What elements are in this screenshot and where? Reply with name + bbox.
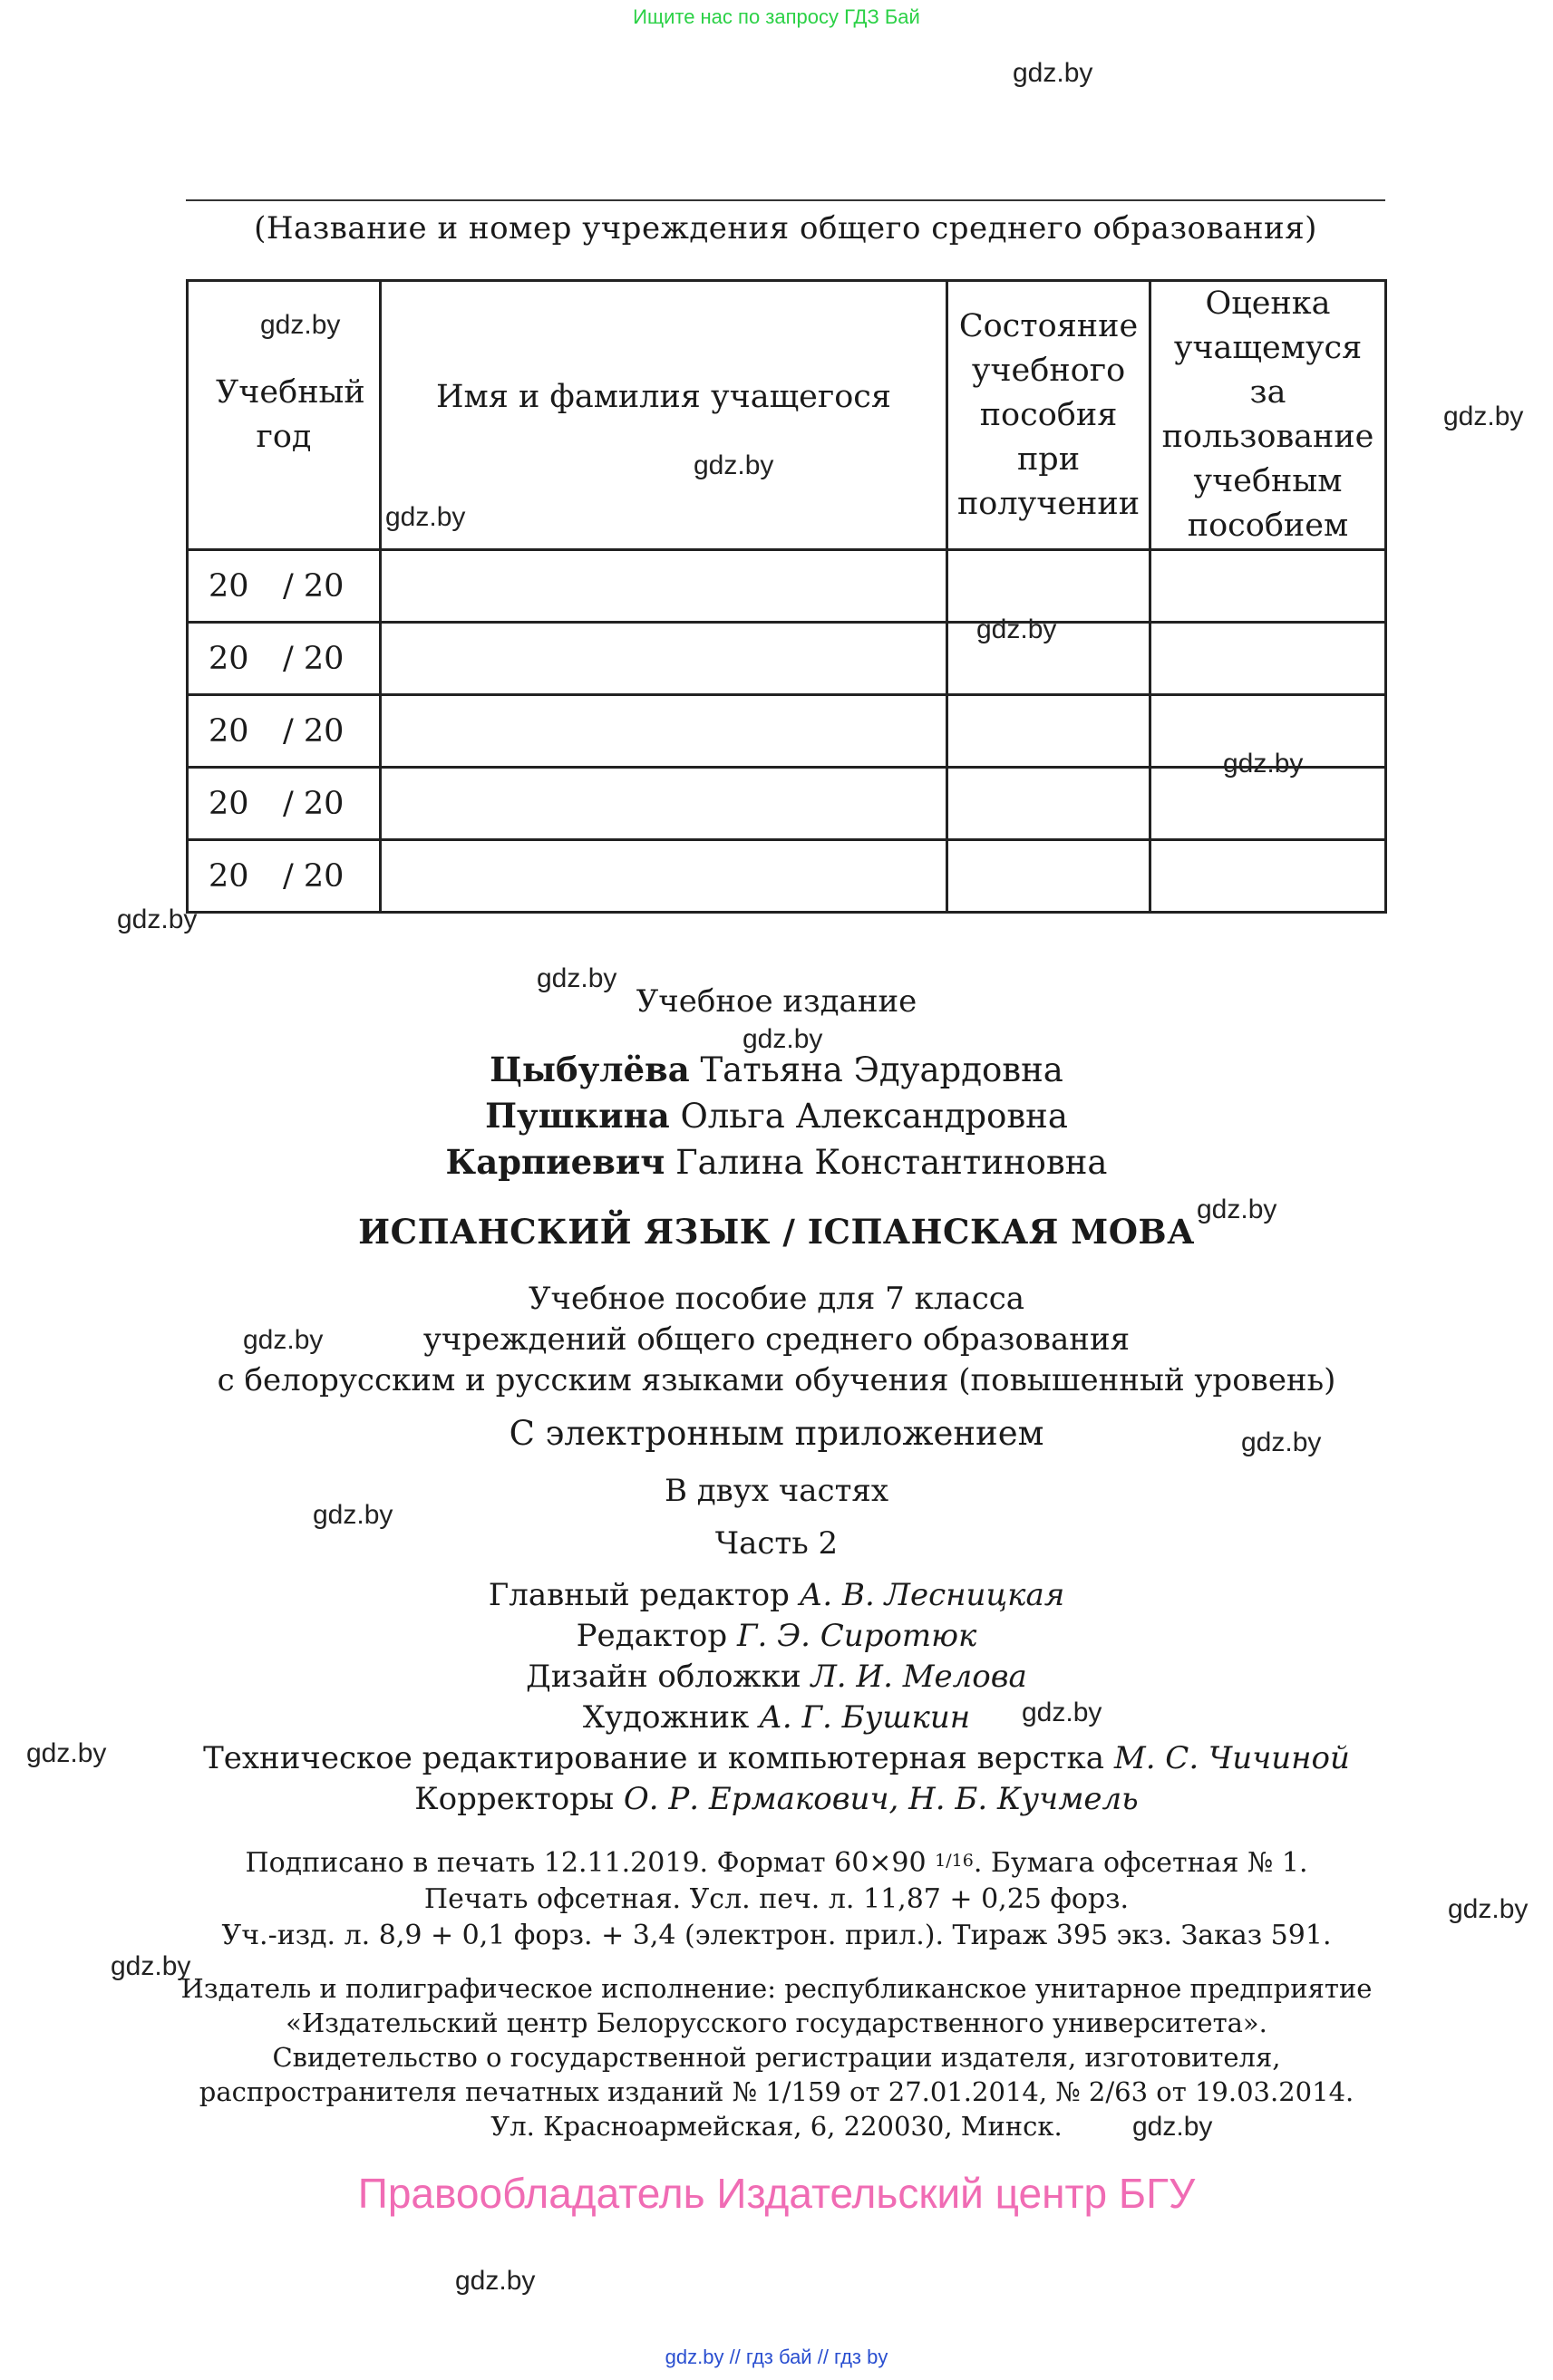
name-cell[interactable] bbox=[381, 623, 947, 695]
credit-line: Редактор Г. Э. Сиротюк bbox=[576, 1618, 977, 1654]
grade-cell[interactable] bbox=[1150, 550, 1386, 623]
watermark: gdz.by bbox=[26, 1738, 107, 1768]
condition-cell[interactable] bbox=[947, 768, 1150, 840]
publisher-line: «Издательский центр Белорусского государственного университета». bbox=[286, 2008, 1267, 2038]
top-search-note: Ищите нас по запросу ГДЗ Бай bbox=[633, 5, 920, 28]
grade-cell[interactable] bbox=[1150, 695, 1386, 768]
name-cell[interactable] bbox=[381, 550, 947, 623]
year-cell: 20 / 20 bbox=[188, 840, 381, 913]
edition-type: Учебное издание bbox=[636, 983, 917, 1020]
table-row bbox=[188, 550, 1386, 623]
header-condition: Состояние учебного пособия при получении bbox=[947, 281, 1150, 550]
name-cell[interactable] bbox=[381, 840, 947, 913]
credit-line: Главный редактор А. В. Лесницкая bbox=[488, 1577, 1065, 1613]
credit-line: Техническое редактирование и компьютерная верстка М. С. Чичиной bbox=[203, 1740, 1350, 1776]
watermark: gdz.by bbox=[111, 1951, 191, 1981]
watermark: gdz.by bbox=[313, 1500, 393, 1530]
watermark: gdz.by bbox=[743, 1024, 823, 1054]
header-school-year: Учебный год bbox=[188, 281, 381, 550]
table-row bbox=[188, 840, 1386, 913]
institution-line bbox=[186, 199, 1385, 201]
credit-line: Корректоры О. Р. Ермакович, Н. Б. Кучмель bbox=[414, 1781, 1139, 1817]
publisher-line: Свидетельство о государственной регистрации издателя, изготовителя, bbox=[272, 2042, 1281, 2073]
watermark: gdz.by bbox=[1443, 402, 1524, 431]
table-row bbox=[188, 623, 1386, 695]
description-line: Учебное пособие для 7 класса bbox=[528, 1281, 1025, 1317]
grade-cell[interactable] bbox=[1150, 623, 1386, 695]
usage-register-table bbox=[186, 279, 1387, 914]
year-cell: 20 / 20 bbox=[188, 768, 381, 840]
author-line: Пушкина Ольга Александровна bbox=[485, 1096, 1068, 1136]
footer-links[interactable]: gdz.by // гдз бай // гдз by bbox=[665, 2346, 888, 2368]
header-grade: Оценка учащемуся за пользование учебным пособием bbox=[1150, 281, 1386, 550]
publisher-line: Издатель и полиграфическое исполнение: республиканское унитарное предприятие bbox=[180, 1973, 1373, 2004]
publisher-line: распространителя печатных изданий № 1/159 от 27.01.2014, № 2/63 от 19.03.2014. bbox=[199, 2076, 1354, 2107]
credit-line: Художник А. Г. Бушкин bbox=[582, 1699, 971, 1736]
description-line: учреждений общего среднего образования bbox=[422, 1321, 1131, 1358]
watermark: gdz.by bbox=[117, 905, 198, 934]
watermark: gdz.by bbox=[1241, 1427, 1322, 1457]
description-line: с белорусским и русским языками обучения (повышенный уровень) bbox=[217, 1362, 1336, 1398]
author-line: Карпиевич Галина Константиновна bbox=[445, 1142, 1108, 1182]
grade-cell[interactable] bbox=[1150, 840, 1386, 913]
condition-cell[interactable] bbox=[947, 840, 1150, 913]
watermark: gdz.by bbox=[260, 310, 341, 340]
electronic-supplement-note: С электронным приложением bbox=[509, 1414, 1044, 1453]
year-cell: 20 / 20 bbox=[188, 550, 381, 623]
watermark: gdz.by bbox=[1223, 749, 1304, 779]
watermark: gdz.by bbox=[1022, 1698, 1102, 1727]
publisher-address: Ул. Красноармейская, 6, 220030, Минск. bbox=[490, 2111, 1063, 2142]
watermark: gdz.by bbox=[1132, 2112, 1213, 2142]
watermark: gdz.by bbox=[1013, 58, 1093, 88]
watermark: gdz.by bbox=[976, 614, 1057, 644]
print-info-line: Печать офсетная. Усл. печ. л. 11,87 + 0,25 форз. bbox=[423, 1883, 1130, 1915]
name-cell[interactable] bbox=[381, 768, 947, 840]
watermark: gdz.by bbox=[694, 450, 774, 480]
table-row bbox=[188, 695, 1386, 768]
watermark: gdz.by bbox=[455, 2266, 536, 2296]
condition-cell[interactable] bbox=[947, 550, 1150, 623]
institution-caption: (Название и номер учреждения общего среднего образования) bbox=[254, 210, 1317, 247]
print-info-line: Подписано в печать 12.11.2019. Формат 60×90 $^{1/16}$. Бумага офсетная № 1. bbox=[245, 1847, 1308, 1879]
condition-cell[interactable] bbox=[947, 695, 1150, 768]
print-info-line: Уч.-изд. л. 8,9 + 0,1 форз. + 3,4 (электрон. прил.). Тираж 395 экз. Заказ 591. bbox=[221, 1920, 1332, 1951]
header-student-name: Имя и фамилия учащегося bbox=[381, 281, 947, 550]
watermark: gdz.by bbox=[243, 1325, 324, 1355]
year-cell: 20 / 20 bbox=[188, 695, 381, 768]
watermark: gdz.by bbox=[1197, 1195, 1277, 1224]
parts-total: В двух частях bbox=[664, 1473, 889, 1509]
watermark: gdz.by bbox=[1448, 1894, 1529, 1924]
name-cell[interactable] bbox=[381, 695, 947, 768]
grade-cell[interactable] bbox=[1150, 768, 1386, 840]
book-title: ИСПАНСКИЙ ЯЗЫК / ІСПАНСКАЯ МОВА bbox=[358, 1212, 1195, 1252]
credit-line: Дизайн обложки Л. И. Мелова bbox=[526, 1659, 1027, 1695]
watermark: gdz.by bbox=[537, 963, 617, 993]
watermark: gdz.by bbox=[385, 502, 466, 532]
author-line: Цыбулёва Татьяна Эдуардовна bbox=[490, 1050, 1063, 1089]
part-number: Часть 2 bbox=[714, 1525, 839, 1562]
year-cell: 20 / 20 bbox=[188, 623, 381, 695]
table-row bbox=[188, 768, 1386, 840]
rights-holder: Правообладатель Издательский центр БГУ bbox=[357, 2170, 1196, 2217]
condition-cell[interactable] bbox=[947, 623, 1150, 695]
